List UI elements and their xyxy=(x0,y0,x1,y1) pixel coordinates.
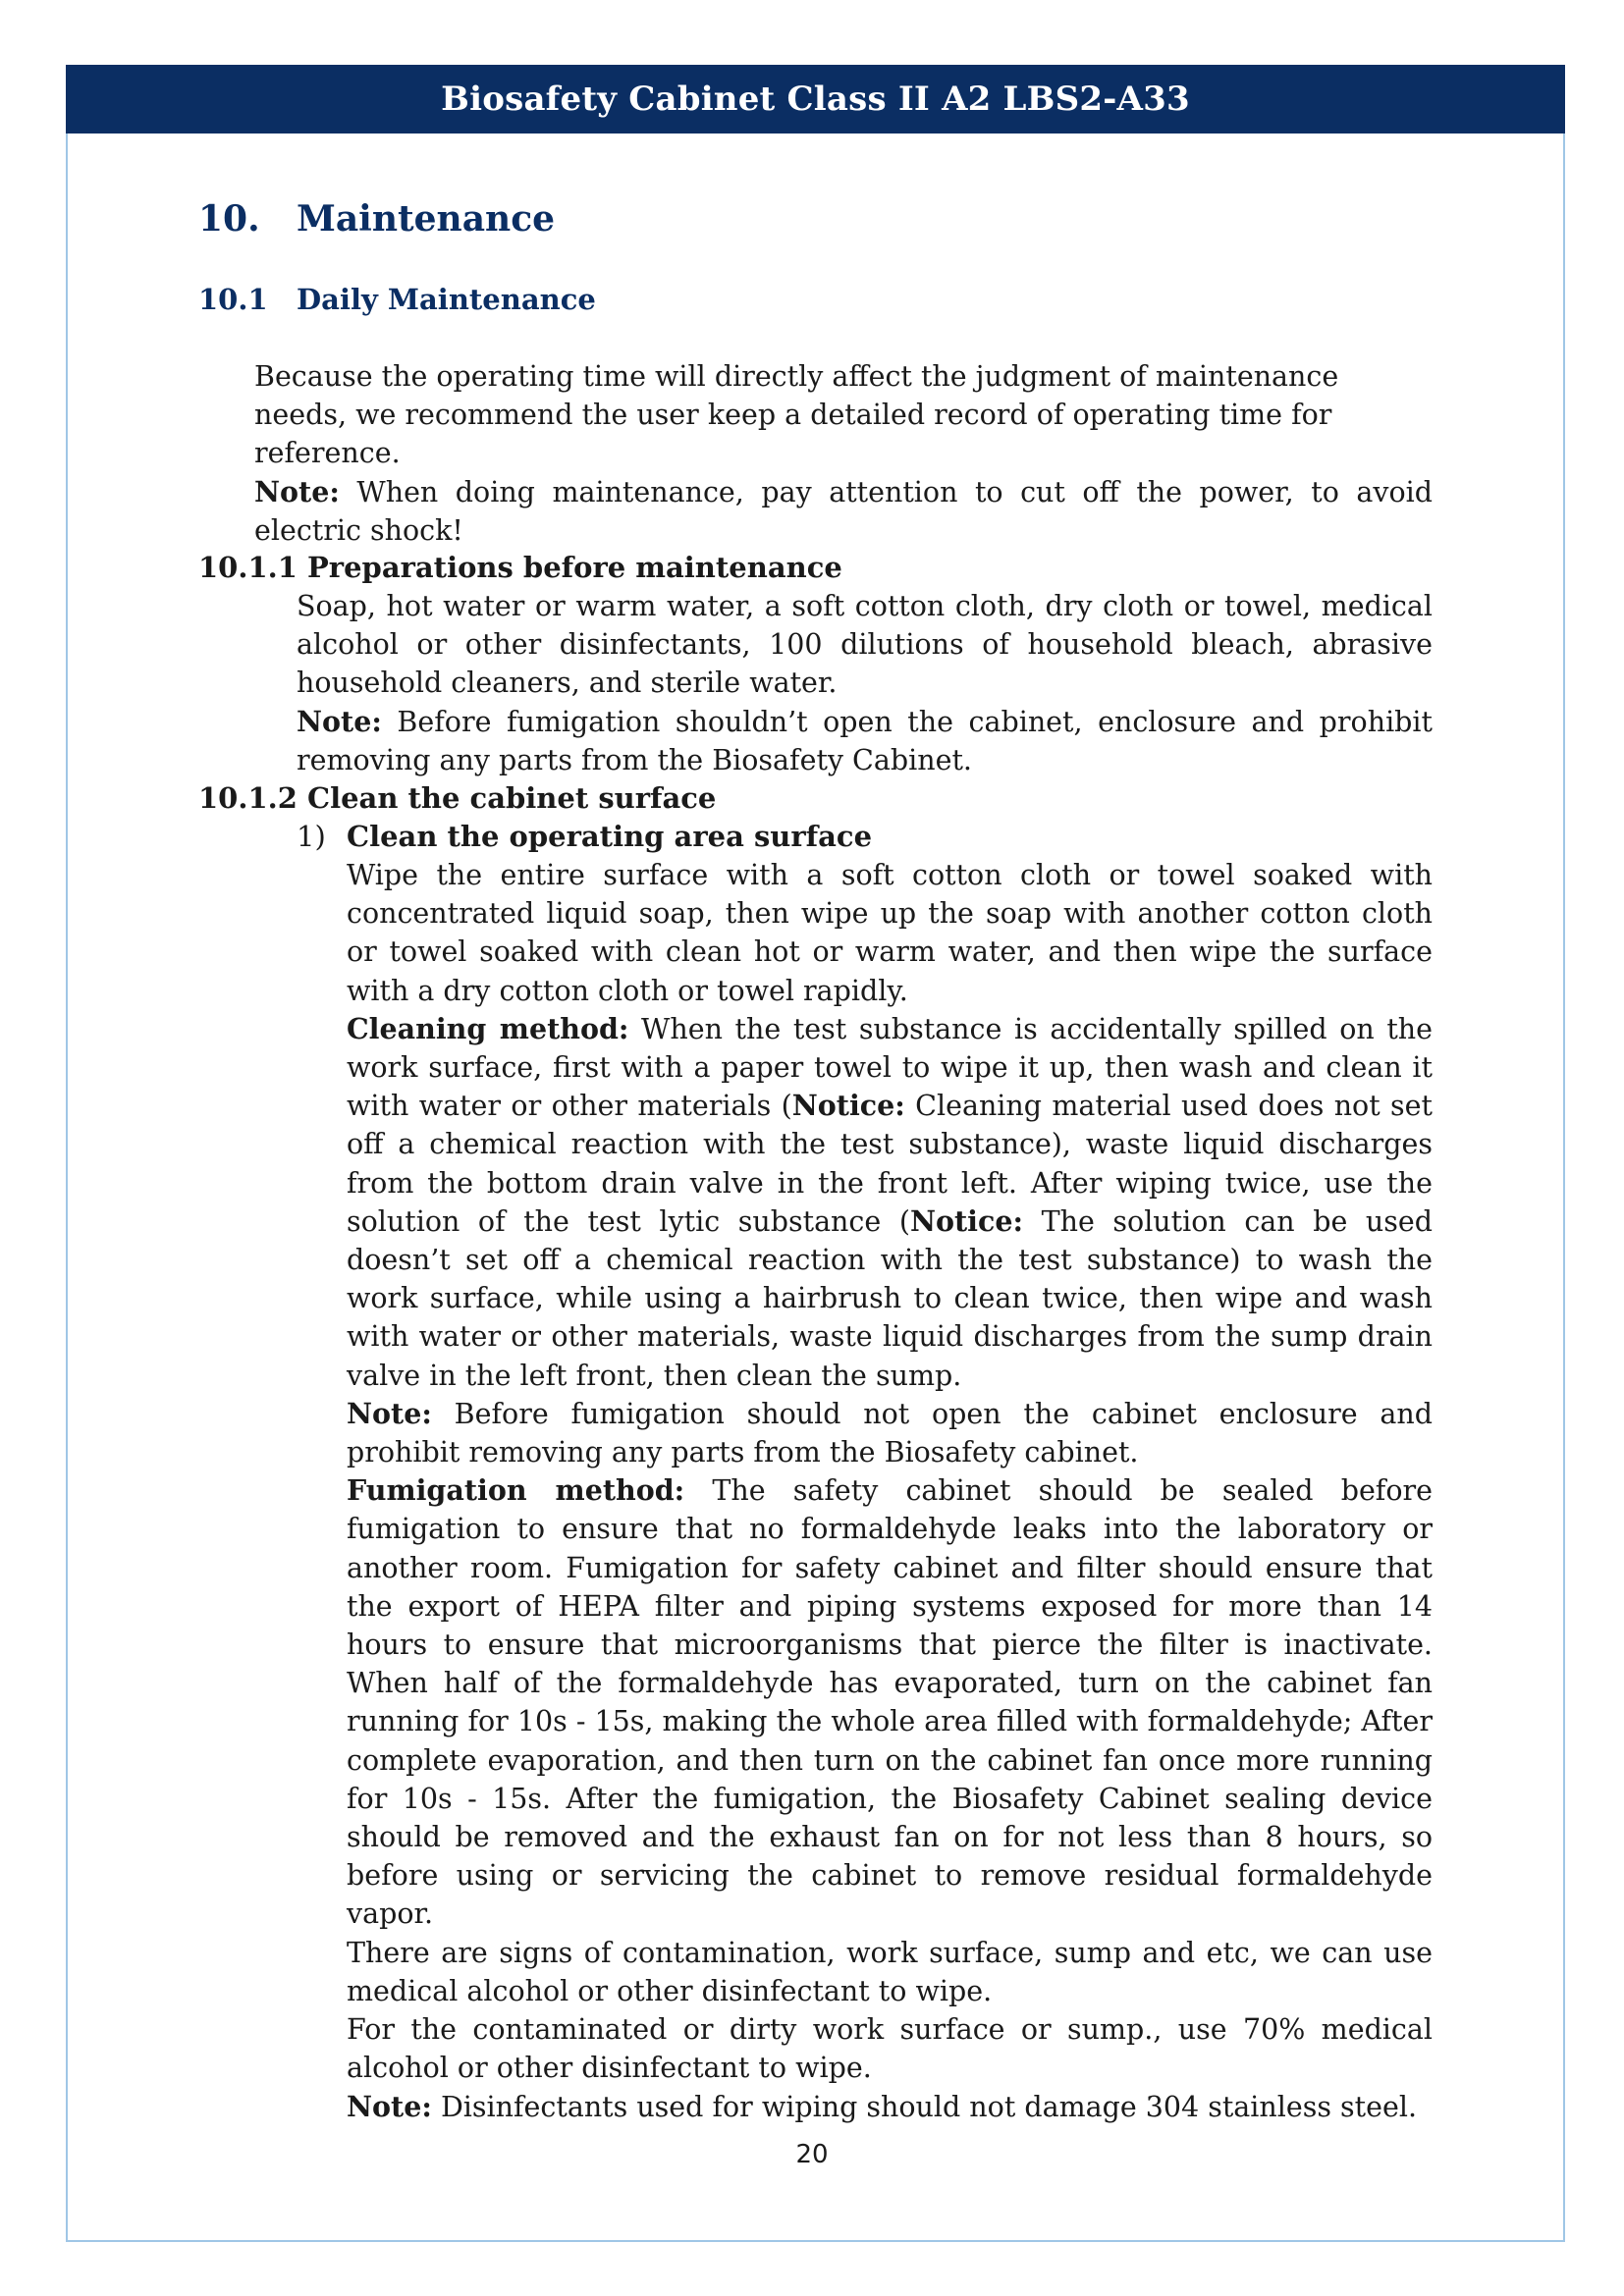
note-text: Before fumigation shouldn’t open the cabinet, enclosure and prohibit removing any parts from the Biosafety Cabinet. xyxy=(297,705,1433,776)
cleaning-text-part: When the test substance is accidentally spilled on the work surface, first with a paper towel to wipe it up, then wash and clean it with water or other materials ( xyxy=(347,1012,1434,1123)
contamination-signs-paragraph: There are signs of contamination, work surface, sump and etc, we can use medical alcohol or other disinfectant to wipe. xyxy=(347,1936,1433,2007)
note-label: Note: xyxy=(347,2089,432,2123)
section-number: 10. xyxy=(198,198,260,240)
subsection-heading xyxy=(198,283,596,316)
intro-text: Because the operating time will directly affect the judgment of maintenance needs, we recommend the user keep a detailed record of operating time for reference. xyxy=(254,360,1339,470)
note-label: Note: xyxy=(254,474,340,508)
intro-paragraph xyxy=(254,357,1433,550)
note-text: Disinfectants used for wiping should not damage 304 stainless steel. xyxy=(431,2090,1418,2123)
subsection-number: 10.1 xyxy=(198,283,268,316)
section-heading xyxy=(198,198,555,240)
fumigation-method-label: Fumigation method: xyxy=(347,1473,685,1508)
contaminated-surface-paragraph: For the contaminated or dirty work surface or sump., use 70% medical alcohol or other disinfectant to wipe. xyxy=(347,2013,1433,2085)
list-item-title: Clean the operating area surface xyxy=(347,820,873,853)
cleaning-text-part: The solution can be used doesn’t set off a chemical reaction with the test substance) to wash the work surface, while using a hairbrush to clean twice, then wipe and wash with water or other materials, waste liquid discharges from the sump drain valve in the left front, then clean the sump. xyxy=(347,1204,1433,1392)
document-header xyxy=(66,65,1565,133)
prep-heading: 10.1.1 Preparations before maintenance xyxy=(198,551,842,584)
wipe-paragraph: Wipe the entire surface with a soft cotton cloth or towel soaked with concentrated liquid soap, then wipe up the soap with another cotton cloth or towel soaked with clean hot or warm water, and then wipe the surface with a dry cotton cloth or towel rapidly. xyxy=(347,859,1433,1007)
prep-note xyxy=(297,703,1433,779)
fumigation-method-paragraph xyxy=(347,1471,1433,1933)
cleaning-method-paragraph xyxy=(347,1010,1433,1395)
cleaning-method-label: Cleaning method: xyxy=(347,1011,629,1045)
subsection-title: Daily Maintenance xyxy=(297,283,596,316)
notice-label: Notice: xyxy=(909,1203,1024,1238)
document-title: Biosafety Cabinet Class II A2 LBS2-A33 xyxy=(441,80,1190,119)
intro-note xyxy=(254,473,1433,550)
section-title: Maintenance xyxy=(297,198,556,240)
disinfectant-note xyxy=(347,2088,1433,2126)
note-label: Note: xyxy=(347,1396,432,1430)
list-item-heading xyxy=(297,818,872,856)
note-text: When doing maintenance, pay attention to cut off the power, to avoid electric shock! xyxy=(254,475,1433,547)
clean-heading: 10.1.2 Clean the cabinet surface xyxy=(198,781,717,815)
note-label: Note: xyxy=(297,704,382,738)
note-text: Before fumigation should not open the cabinet enclosure and prohibit removing any parts from the Biosafety cabinet. xyxy=(347,1397,1433,1469)
prep-paragraph xyxy=(297,587,1433,779)
page-number: 20 xyxy=(795,2140,829,2169)
fumigation-text: The safety cabinet should be sealed before fumigation to ensure that no formaldehyde leaks into the laboratory or another room. Fumigation for safety cabinet and filter should ensure that the export of HEPA filter and piping systems exposed for more than 14 hours to ensure that microorganisms that pierce the filter is inactivate. When half of the formaldehyde has evaporated, turn on the cabinet fan running for 10s - 15s, making the whole area filled with formaldehyde; After complete evaporation, and then turn on the cabinet fan once more running for 10s - 15s. After the fumigation, the Biosafety Cabinet sealing device should be removed and the exhaust fan on for not less than 8 hours, so before using or servicing the cabinet to remove residual formaldehyde vapor. xyxy=(347,1474,1434,1931)
fumigation-note xyxy=(347,1395,1433,1471)
clean-body xyxy=(347,856,1433,2126)
list-marker: 1) xyxy=(297,820,326,853)
prep-text: Soap, hot water or warm water, a soft cotton cloth, dry cloth or towel, medical alcohol or other disinfectants, 100 dilutions of household bleach, abrasive household cleaners, and sterile water. xyxy=(297,590,1433,700)
notice-label: Notice: xyxy=(791,1089,905,1123)
cleaning-text-part: Cleaning material used does not set off a chemical reaction with the test substance), waste liquid discharges from the bottom drain valve in the front left. After wiping twice, use the solution of the test lytic substance ( xyxy=(347,1090,1433,1238)
